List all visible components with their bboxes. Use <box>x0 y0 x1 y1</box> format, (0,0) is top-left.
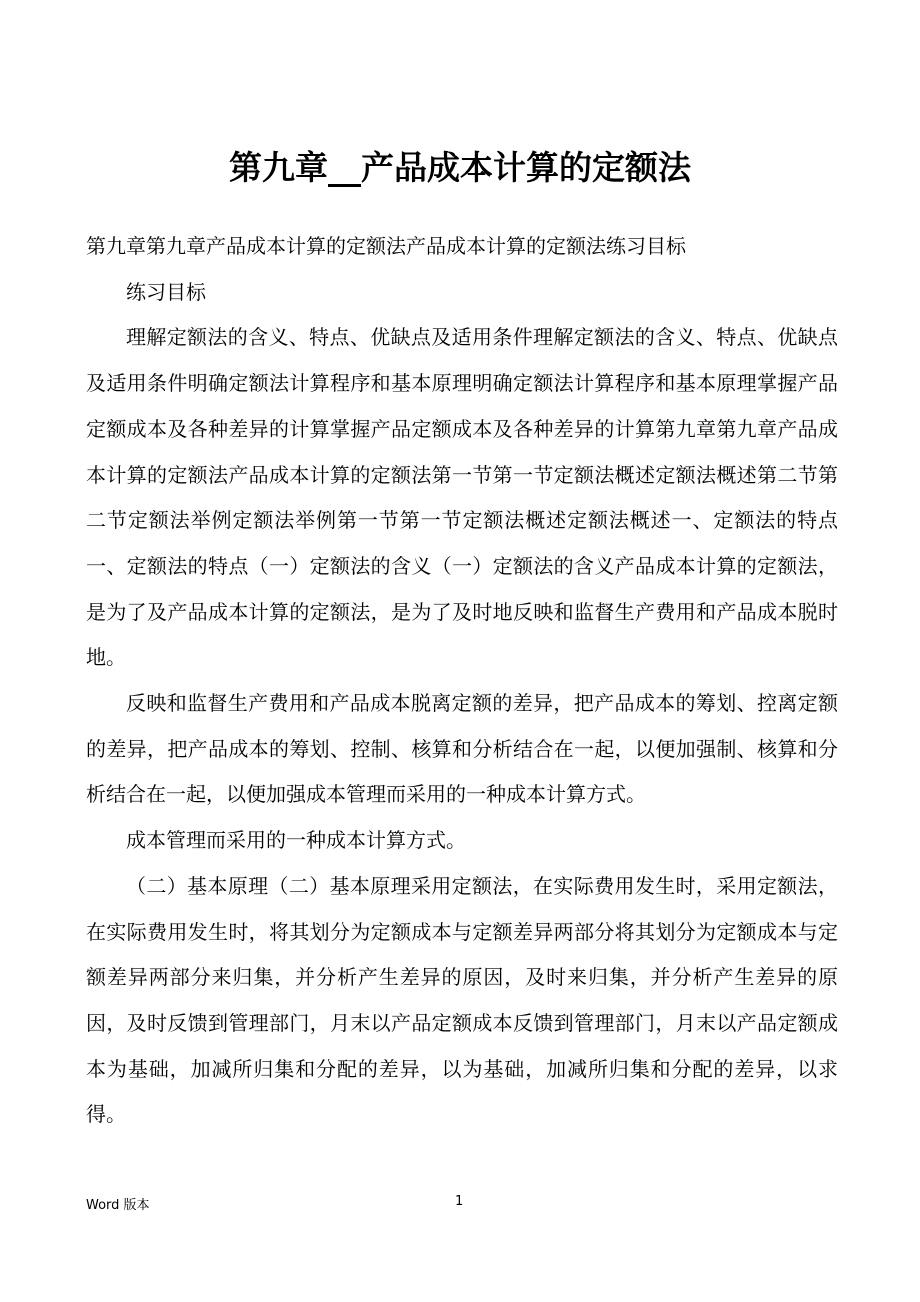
paragraph-6: （二）基本原理（二）基本原理采用定额法，在实际费用发生时，采用定额法，在实际费用发生时，将其划分为定额成本与定额差异两部分将其划分为定额成本与定额差异两部分来归集，并分析产生差异的原因，及时来归集，并分析产生差异的原因，及时反馈到管理部门，月末以产品定额成本反馈到管理部门，月末以产品定额成本为基础，加减所归集和分配的差异，以为基础，加减所归集和分配的差异，以求得。 <box>86 873 838 1127</box>
footer-page-number: 1 <box>455 1194 464 1209</box>
document-body <box>86 224 838 1138</box>
paragraph-4: 反映和监督生产费用和产品成本脱离定额的差异，把产品成本的筹划、控离定额的差异，把产品成本的筹划、控制、核算和分析结合在一起，以便加强制、核算和分析结合在一起，以便加强成本管理而采用的一种成本计算方式。 <box>86 691 838 807</box>
paragraph-3: 理解定额法的含义、特点、优缺点及适用条件理解定额法的含义、特点、优缺点及适用条件明确定额法计算程序和基本原理明确定额法计算程序和基本原理掌握产品定额成本及各种差异的计算掌握产品定额成本及各种差异的计算第九章第九章产品成本计算的定额法产品成本计算的定额法第一节第一节定额法概述定额法概述第二节第二节定额法举例定额法举例第一节第一节定额法概述定额法概述一、定额法的特点一、定额法的特点（一）定额法的含义（一）定额法的含义产品成本计算的定额法，是为了及产品成本计算的定额法，是为了及时地反映和监督生产费用和产品成本脱时地。 <box>86 325 838 670</box>
paragraph-1: 第九章第九章产品成本计算的定额法产品成本计算的定额法练习目标 <box>86 234 686 258</box>
document-title: 第九章__产品成本计算的定额法 <box>229 148 691 187</box>
footer-version-label: Word 版本 <box>86 1198 150 1213</box>
paragraph-2: 练习目标 <box>126 279 206 304</box>
paragraph-5: 成本管理而采用的一种成本计算方式。 <box>126 828 466 853</box>
